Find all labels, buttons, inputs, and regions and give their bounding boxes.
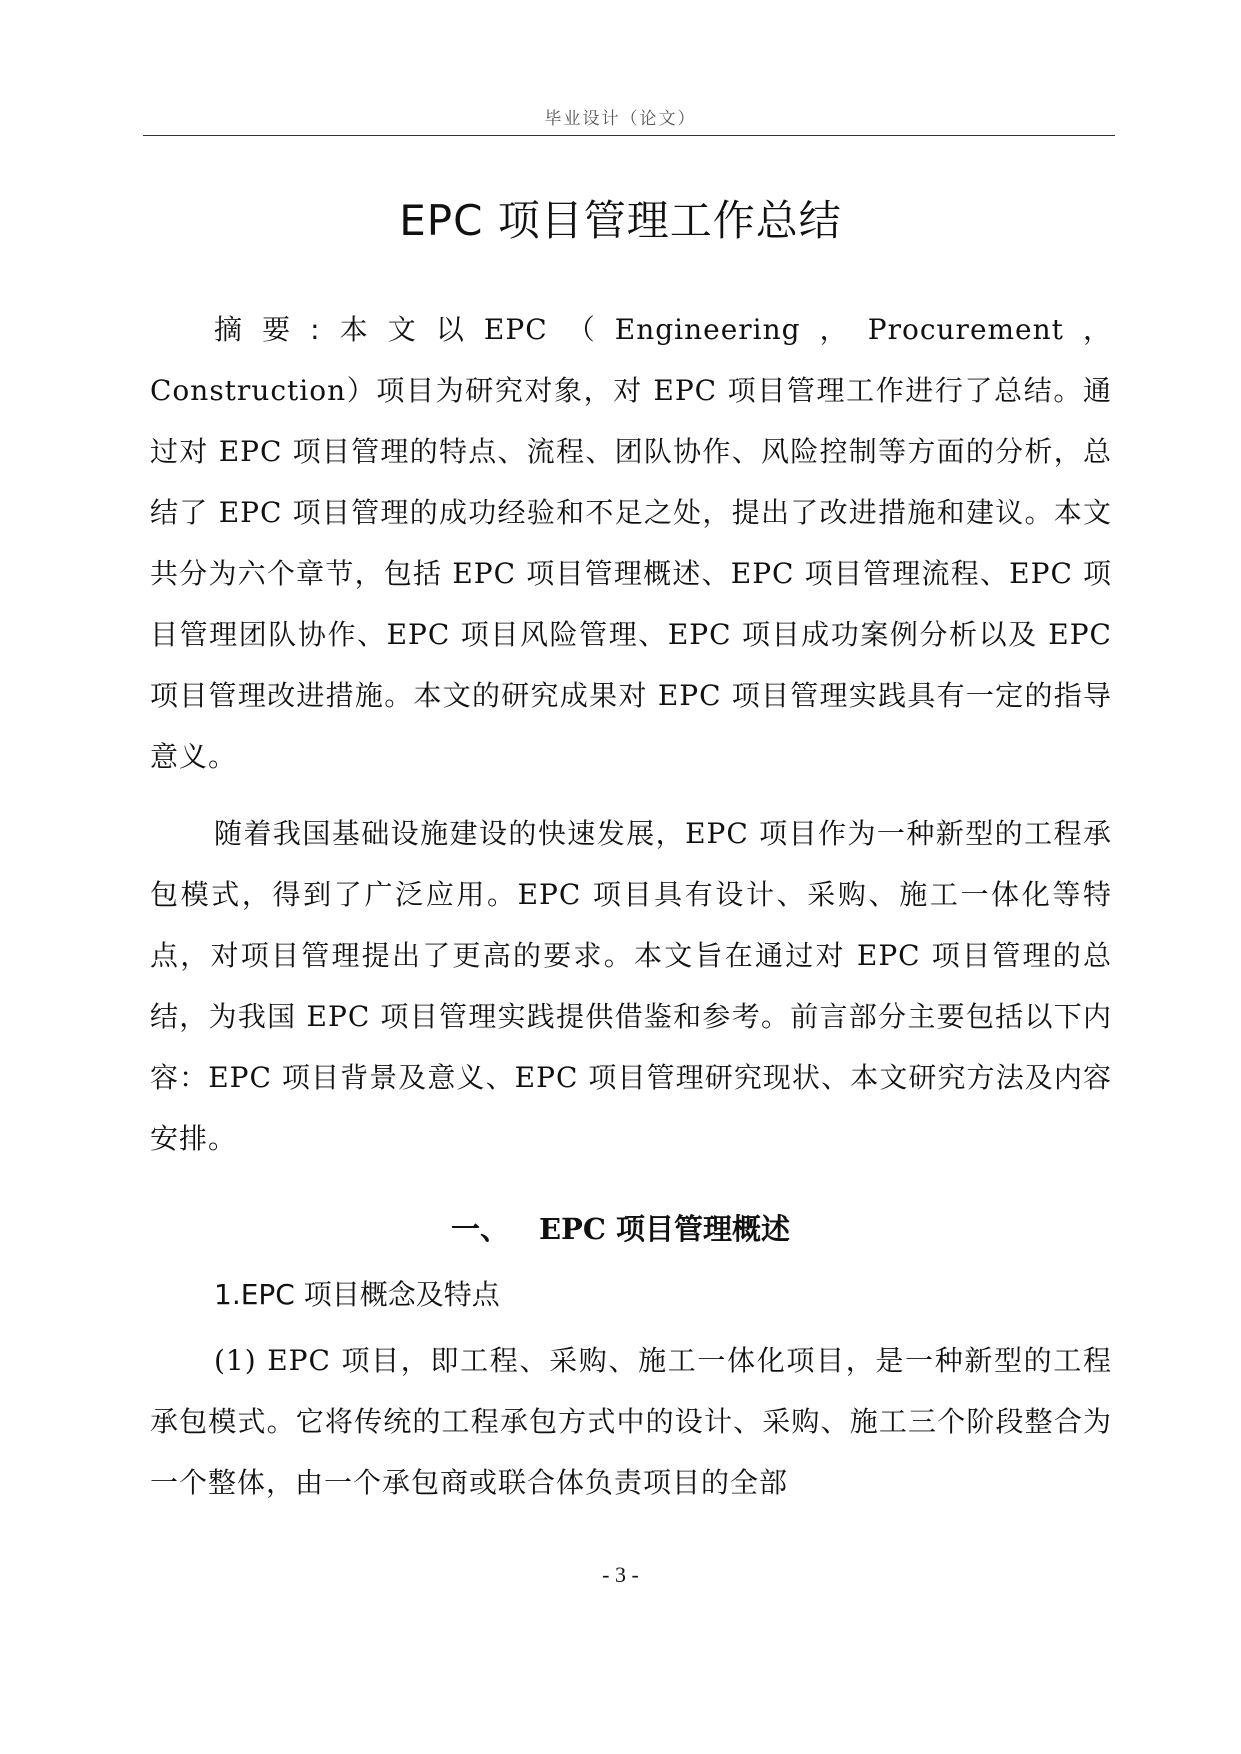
abstract-text: 本文以EPC（Engineering，Procurement，Construction）项目为研究对象，对 EPC 项目管理工作进行了总结。通过对 EPC 项目管理的特点、流程、团队协作、风险控制等方面的分析，总结了 EPC 项目管理的成功经验和不足之处，提出了改进措施和建议。本文共分为六个章节，包括 EPC 项目管理概述、EPC 项目管理流程、EPC 项目管理团队协作、EPC 项目风险管理、EPC 项目成功案例分析以及 EPC 项目管理改进措施。本文的研究成果对 EPC 项目管理实践具有一定的指导意义。 [150,313,1112,773]
section-paragraph: (1) EPC 项目，即工程、采购、施工一体化项目，是一种新型的工程承包模式。它将传统的工程承包方式中的设计、采购、施工三个阶段整合为一个整体，由一个承包商或联合体负责项目的全部 [150,1344,1112,1499]
abstract-paragraph [150,299,1112,787]
page-number: - 3 - [602,1562,639,1587]
section-number: 一、 [450,1212,509,1246]
section-heading [0,1207,1241,1248]
subsection-heading: 1.EPC 项目概念及特点 [214,1278,500,1311]
abstract-label: 摘要: [214,313,321,346]
running-header: 毕业设计（论文） [544,109,697,129]
section-title: EPC 项目管理概述 [538,1212,791,1246]
header-divider [143,135,1115,136]
intro-paragraph: 随着我国基础设施建设的快速发展，EPC 项目作为一种新型的工程承包模式，得到了广泛应用。EPC 项目具有设计、采购、施工一体化等特点，对项目管理提出了更高的要求。本文旨在通过对 EPC 项目管理的总结，为我国 EPC 项目管理实践提供借鉴和参考。前言部分主要包括以下内容：EPC 项目背景及意义、EPC 项目管理研究现状、本文研究方法及内容安排。 [150,817,1112,1155]
document-title: EPC 项目管理工作总结 [399,196,842,245]
